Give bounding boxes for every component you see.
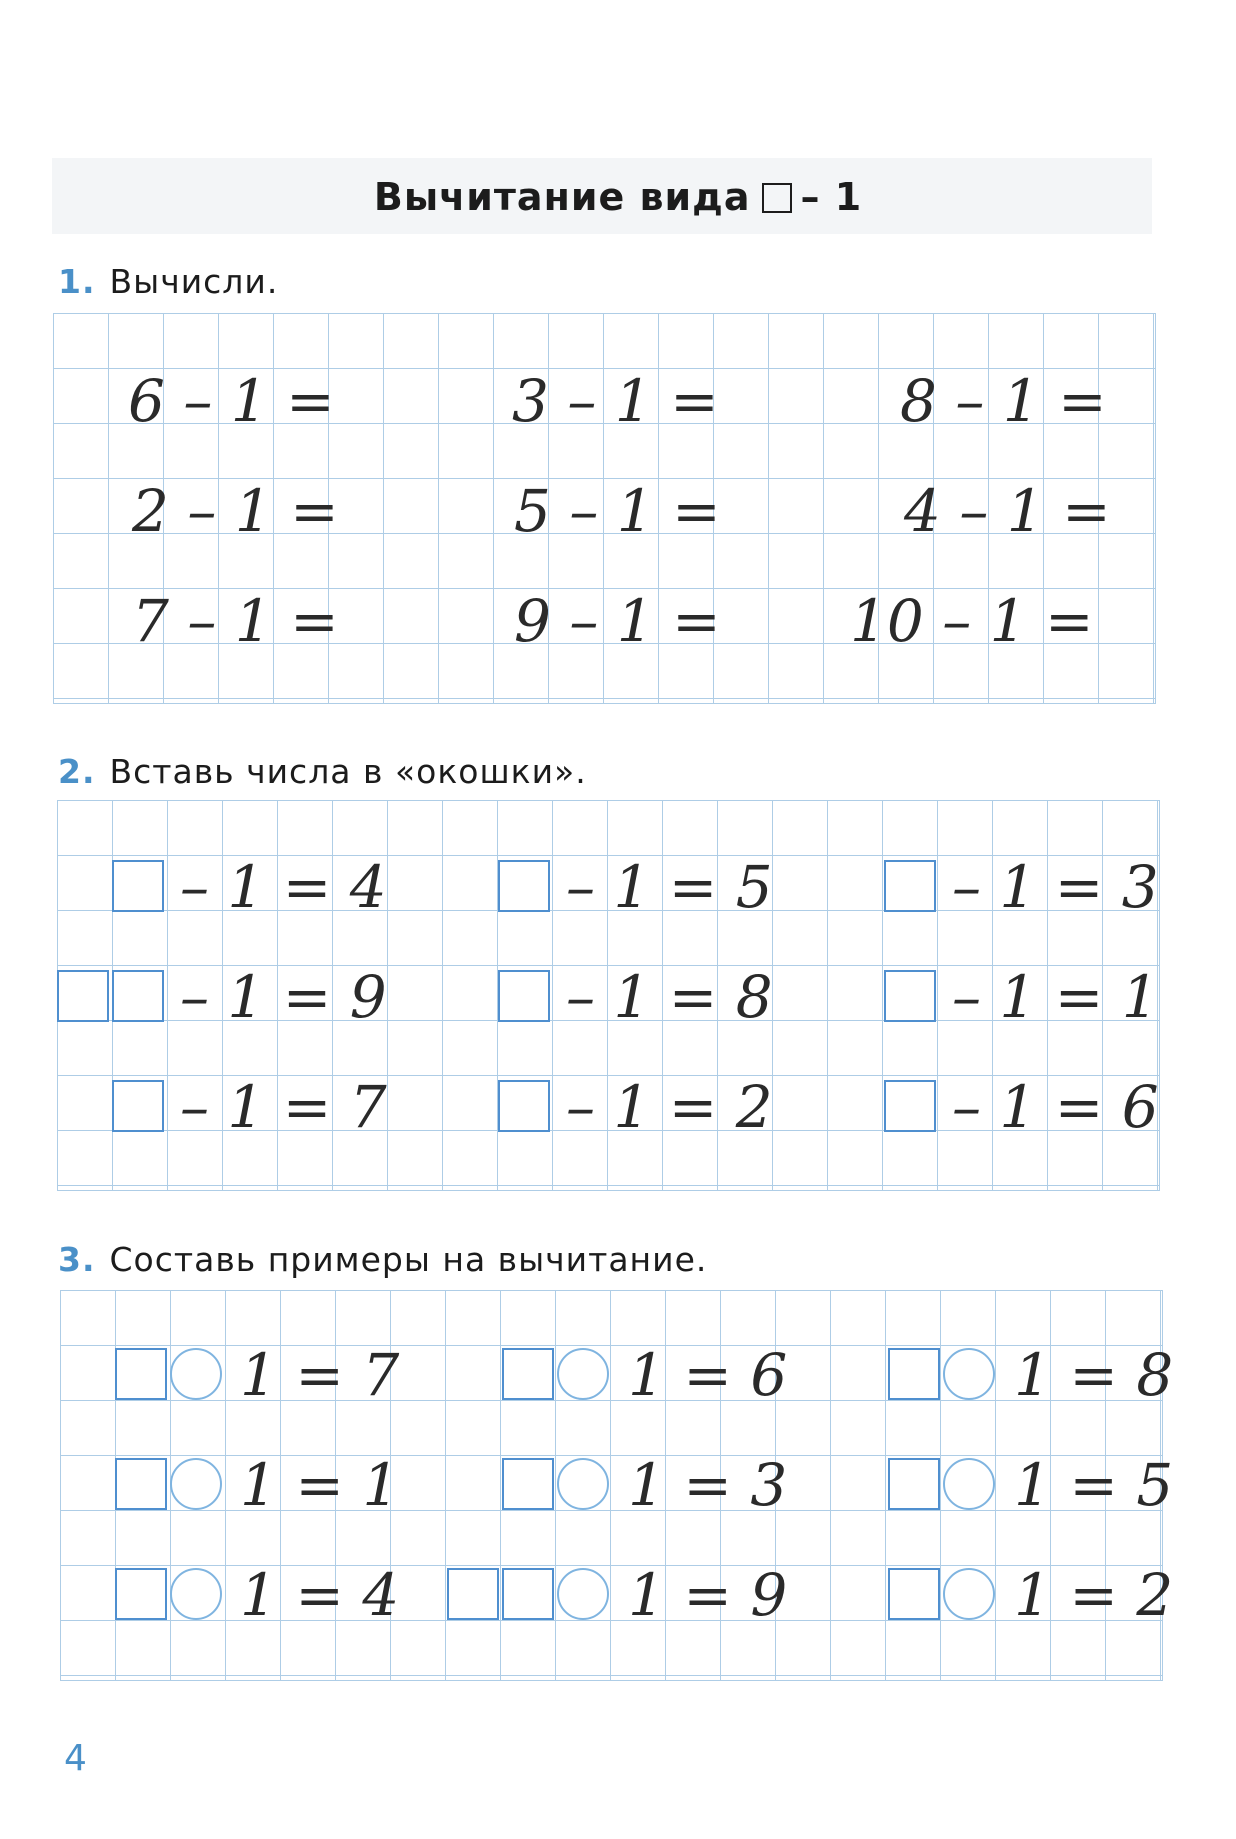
answer-box[interactable]	[888, 1458, 940, 1510]
task-3-item: 1 = 6	[628, 1341, 788, 1409]
answer-box[interactable]	[888, 1348, 940, 1400]
task-2-heading	[58, 752, 587, 791]
task-2-item: – 1 = 5	[566, 853, 773, 921]
task-3-item: 1 = 5	[1014, 1451, 1174, 1519]
task-1-item: 9 – 1 =	[514, 587, 721, 655]
task-2-item: – 1 = 6	[952, 1073, 1159, 1141]
task-3-grid	[60, 1290, 1163, 1681]
task-1-item: 7 – 1 =	[132, 587, 339, 655]
title-square-icon	[762, 183, 792, 213]
answer-box[interactable]	[498, 970, 550, 1022]
task-1-item: 6 – 1 =	[128, 367, 335, 435]
sign-circle[interactable]	[943, 1348, 995, 1400]
task-2-item: – 1 = 9	[180, 963, 387, 1031]
task-3-item: 1 = 7	[240, 1341, 400, 1409]
answer-box[interactable]	[447, 1568, 499, 1620]
answer-box[interactable]	[115, 1458, 167, 1510]
task-2-label: Вставь числа в «окошки».	[109, 752, 587, 791]
task-3-heading	[58, 1240, 707, 1279]
answer-box[interactable]	[498, 1080, 550, 1132]
sign-circle[interactable]	[557, 1568, 609, 1620]
title-suffix: – 1	[800, 175, 863, 219]
task-1-item: 8 – 1 =	[900, 367, 1107, 435]
task-3-item: 1 = 3	[628, 1451, 788, 1519]
sign-circle[interactable]	[170, 1348, 222, 1400]
task-2-item: – 1 = 7	[180, 1073, 387, 1141]
answer-box[interactable]	[502, 1348, 554, 1400]
task-2-item: – 1 = 4	[180, 853, 387, 921]
task-2-number: 2.	[58, 752, 96, 791]
task-2-item: – 1 = 3	[952, 853, 1159, 921]
title-text: Вычитание вида	[373, 175, 751, 219]
task-1-item: 5 – 1 =	[514, 477, 721, 545]
answer-box[interactable]	[112, 860, 164, 912]
task-3-label: Составь примеры на вычитание.	[109, 1240, 708, 1279]
task-3-item: 1 = 9	[628, 1561, 788, 1629]
task-1-item: 3 – 1 =	[512, 367, 719, 435]
answer-box[interactable]	[115, 1348, 167, 1400]
task-1-item: 2 – 1 =	[132, 477, 339, 545]
task-3-number: 3.	[58, 1240, 96, 1279]
task-2-item: – 1 = 1	[952, 963, 1159, 1031]
sign-circle[interactable]	[557, 1348, 609, 1400]
answer-box[interactable]	[888, 1568, 940, 1620]
answer-box[interactable]	[57, 970, 109, 1022]
sign-circle[interactable]	[170, 1458, 222, 1510]
task-1-label: Вычисли.	[109, 262, 279, 301]
sign-circle[interactable]	[943, 1458, 995, 1510]
sign-circle[interactable]	[170, 1568, 222, 1620]
answer-box[interactable]	[112, 970, 164, 1022]
answer-box[interactable]	[884, 970, 936, 1022]
answer-box[interactable]	[115, 1568, 167, 1620]
answer-box[interactable]	[498, 860, 550, 912]
page-title	[0, 175, 1236, 219]
task-3-item: 1 = 8	[1014, 1341, 1174, 1409]
task-3-item: 1 = 2	[1014, 1561, 1174, 1629]
task-3-item: 1 = 1	[240, 1451, 400, 1519]
answer-box[interactable]	[502, 1568, 554, 1620]
page-number: 4	[64, 1738, 87, 1779]
task-2-item: – 1 = 8	[566, 963, 773, 1031]
task-2-item: – 1 = 2	[566, 1073, 773, 1141]
task-1-heading	[58, 262, 278, 301]
task-1-number: 1.	[58, 262, 96, 301]
sign-circle[interactable]	[557, 1458, 609, 1510]
answer-box[interactable]	[112, 1080, 164, 1132]
answer-box[interactable]	[502, 1458, 554, 1510]
task-3-item: 1 = 4	[240, 1561, 400, 1629]
sign-circle[interactable]	[943, 1568, 995, 1620]
task-1-item: 4 – 1 =	[904, 477, 1111, 545]
answer-box[interactable]	[884, 1080, 936, 1132]
answer-box[interactable]	[884, 860, 936, 912]
task-1-item: 10 – 1 =	[850, 587, 1094, 655]
